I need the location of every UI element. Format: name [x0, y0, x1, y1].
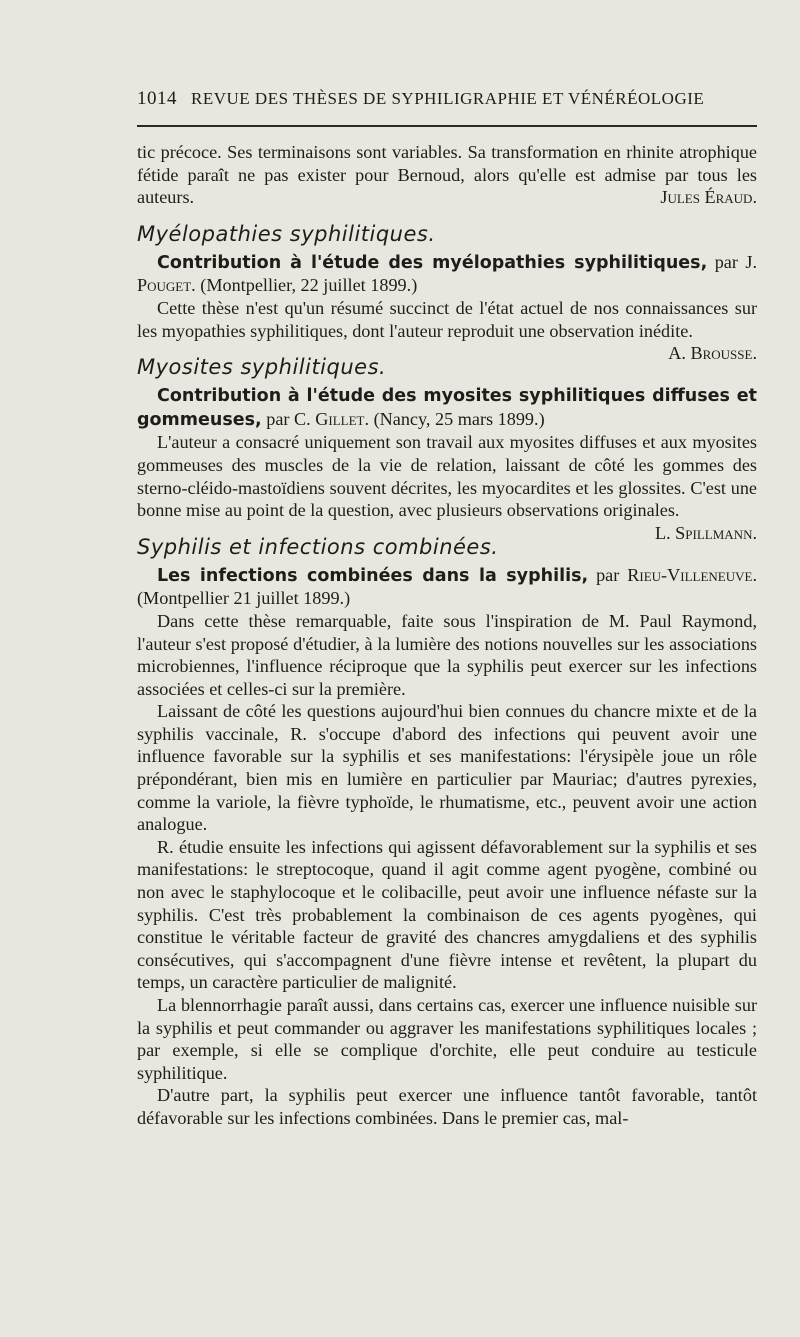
author-gillet: C. Gillet [294, 408, 365, 429]
by-text: par [707, 251, 746, 272]
ref-pouget: . (Montpellier, 22 juillet 1899.) [191, 275, 418, 296]
ref-gillet: . (Nancy, 25 mars 1899.) [364, 408, 545, 429]
review-gillet-text: L'auteur a consacré uniquement son travail aux myosites diffuses et aux myosites gommeuses des muscles de la vie de relation, laissant de côté les gommes des sterno-cléido-mastoïdiens souvent décrites, les myocardites et les glossites. C'est une bonne mise au point de la question, avec plusieurs observations originales. [137, 432, 757, 521]
author-rieu-villeneuve: Rieu-Villeneuve [627, 564, 753, 585]
signature-brousse: A. Brousse. [668, 343, 757, 364]
paragraph-5: D'autre part, la syphilis peut exercer une influence tantôt favorable, tantôt défavorable sur les infections combinées. Dans le premier cas, mal- [137, 1085, 757, 1128]
by-text: par [588, 564, 628, 585]
intro-paragraph [137, 141, 757, 209]
paragraph-1: Dans cette thèse remarquable, faite sous l'inspiration de M. Paul Raymond, l'auteur s'est proposé d'étudier, à la lumière des notions nouvelles sur les associations microbiennes, l'influence réciproque que la syphilis peut exercer sur les infections associées et celles-ci sur la première. [137, 610, 757, 699]
page-content [137, 141, 757, 1130]
page-number: 1014 [137, 88, 177, 109]
section-heading-myosites: Myosites syphilitiques. [137, 355, 387, 380]
review-gillet [137, 431, 757, 543]
section-heading-infections: Syphilis et infections combinées. [137, 534, 499, 559]
review-pouget-text: Cette thèse n'est qu'un résumé succinct de l'état actuel de nos connaissances sur les myopathies syphilitiques, dont l'auteur reproduit une observation inédite. [137, 297, 757, 341]
review-pouget [137, 297, 757, 364]
running-header [137, 88, 757, 110]
thesis-title-rieu-villeneuve: Les infections combinées dans la syphilis, [157, 565, 589, 586]
thesis-title-pouget: Contribution à l'étude des myélopathies syphilitiques, [157, 252, 708, 273]
ref-rieu-villeneuve: . (Montpellier 21 juillet 1899.) [137, 564, 757, 609]
header-rule [137, 125, 757, 127]
paragraph-4: La blennorrhagie paraît aussi, dans certains cas, exercer une influence nuisible sur la syphilis et peut commander ou aggraver les manifestations syphilitiques locales ; par exemple, si elle se complique d'orchite, elle peut conduire au testicule syphilitique. [137, 995, 757, 1083]
intro-text: tic précoce. Ses terminaisons sont variables. Sa transformation en rhinite atrophique fétide paraît ne pas exister pour Bernoud, alors qu'elle est admise par tous les auteurs. [137, 142, 757, 208]
author-pouget: J. Pouget [137, 251, 757, 296]
reference-rieu-villeneuve [137, 564, 757, 610]
by-text: par [261, 408, 295, 429]
running-title: REVUE DES THÈSES DE SYPHILIGRAPHIE ET VÉNÉRÉOLOGIE [191, 89, 705, 108]
paragraph-3: R. étudie ensuite les infections qui agissent défavorablement sur la syphilis et ses manifestations: le streptocoque, quand il agit comme agent pyogène, combiné ou non avec le staphylocoque et le colibacille, peut avoir une influence néfaste sur la syphilis. C'est très probablement la combinaison de ces agents pyogènes, qui constitue le véritable facteur de gravité des chancres amygdaliens et des syphilis consécutives, qui s'accompagnent d'une fièvre intense et revêtent, la plupart du temps, un caractère particulier de malignité. [137, 836, 757, 993]
signature-spillmann: L. Spillmann. [654, 522, 757, 543]
reference-pouget [137, 251, 757, 297]
paragraph-2: Laissant de côté les questions aujourd'hui bien connues du chancre mixte et de la syphilis vaccinale, R. s'occupe d'abord des infections qui peuvent avoir une influence favorable sur la syphilis et ses manifestations: l'érysipèle joue un rôle prépondérant, bien mis en lumière en particulier par Mauriac; d'autres pyrexies, comme la variole, la fièvre typhoïde, le rhumatisme, etc., peuvent avoir une action analogue. [137, 701, 757, 835]
reference-gillet [137, 384, 757, 431]
signature-eraud: Jules Éraud. [660, 187, 757, 208]
section-heading-myelopathies: Myélopathies syphilitiques. [137, 221, 436, 246]
thesis-title-gillet: Contribution à l'étude des myosites syphilitiques diffuses et gommeuses, [137, 386, 757, 430]
